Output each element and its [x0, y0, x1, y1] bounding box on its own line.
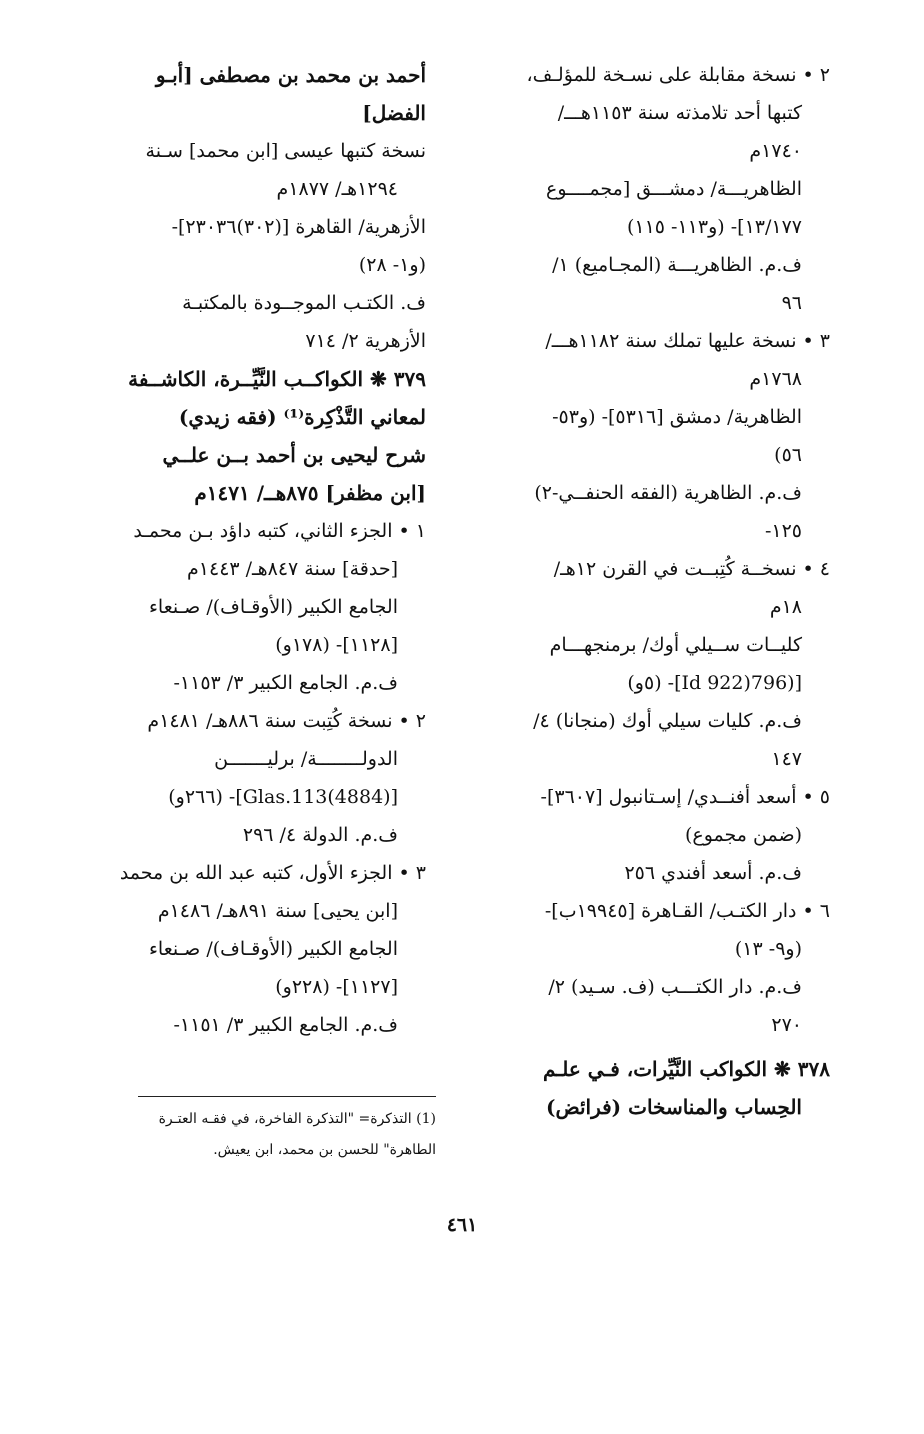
entry-2-line: ٢ • نسخة كُتِبت سنة ٨٨٦هـ/ ١٤٨١م [147, 710, 426, 732]
entry-5-line: ف.م. أسعد أفندي ٢٥٦ [624, 862, 802, 884]
entry-2-line: ١٣/١٧٧]- (و١١٣- ١١٥) [626, 216, 802, 238]
author-heading: الفضل] [362, 101, 426, 125]
copy-line: (و١- ٢٨) [358, 254, 426, 276]
heading-378: الحِساب والمناسخات (فرائض) [546, 1095, 802, 1119]
entry-4-line: ف.م. كليات سيلي أوك (منجانا) ٤/ [533, 710, 802, 732]
copy-line: ف. الكتـب الموجــودة بالمكتبـة [182, 292, 426, 314]
entry-1-line: [١١٢٨]- (١٧٨و) [275, 634, 398, 656]
page-number: ٤٦١ [446, 1214, 478, 1236]
entry-6-line: (و٩- ١٣) [734, 938, 802, 960]
entry-3-line: ف.م. الجامع الكبير ٣/ ١١٥١- [173, 1014, 398, 1036]
left-column [99, 56, 426, 1044]
entry-3-line: ٣ • الجزء الأول، كتبه عبد الله بن محمد [119, 862, 426, 884]
entry-1-line: الجامع الكبير (الأوقـاف)/ صـنعاء [148, 596, 398, 618]
entry-1-line: ١ • الجزء الثاني، كتبه داؤد بـن محمـد [133, 520, 426, 542]
copy-line: الأزهرية/ القاهرة [(٣٠٢)٢٣٠٣٦]- [171, 216, 426, 238]
heading-379: ٣٧٩ ❋ الكواكــب النَّيِّــرة، الكاشــفة [128, 367, 426, 391]
entry-2-line: كتبها أحد تلامذته سنة ١١٥٣هـــ/ [557, 102, 802, 124]
copy-line: نسخة كتبها عيسى [ابن محمد] سـنة [145, 140, 426, 162]
entry-1-line: [حدقة] سنة ٨٤٧هـ/ ١٤٤٣م [187, 558, 398, 580]
author-heading: أحمد بن محمد بن مصطفى [أبـو [155, 63, 426, 87]
copy-line: الأزهرية ٢/ ٧١٤ [305, 330, 426, 352]
right-column [485, 56, 830, 1126]
entry-3-line: الجامع الكبير (الأوقـاف)/ صـنعاء [148, 938, 398, 960]
entry-2-line: الدولــــــــة/ برليـــــــن [214, 748, 398, 770]
entry-2-line: ١٧٤٠م [749, 140, 802, 162]
entry-4-line: [(796(922 Id]- (٥و) [627, 672, 802, 694]
entry-3-line: [ابن يحيى] سنة ٨٩١هـ/ ١٤٨٦م [157, 900, 398, 922]
entry-3-line: ١٢٥- [764, 520, 802, 542]
entry-2-line: ٢ • نسخة مقابلة على نسـخة للمؤلـف، [526, 64, 830, 86]
entry-3-line: الظاهرية/ دمشق [٥٣١٦]- (و٥٣- [552, 406, 802, 428]
entry-2-line: الظاهريـــة/ دمشـــق [مجمــــوع [546, 178, 802, 200]
entry-4-line: كليــات ســيلي أوك/ برمنجهـــام [549, 634, 802, 656]
entry-5-line: ٥ • أسعد أفنــدي/ إسـتانبول [٣٦٠٧]- [540, 786, 830, 808]
entry-3-line: ١٧٦٨م [749, 368, 802, 390]
heading-378: ٣٧٨ ❋ الكواكب النَّيِّرات، فـي علـم [543, 1057, 830, 1081]
entry-3-line: ٥٦) [774, 444, 802, 466]
entry-6-line: ف.م. دار الكتـــب (ف. سـيد) ٢/ [548, 976, 802, 998]
entry-4-line: ١٤٧ [771, 748, 802, 770]
entry-2-line: ف.م. الدولة ٤/ ٢٩٦ [242, 824, 398, 846]
entry-2-line: ف.م. الظاهريـــة (المجـاميع) ١/ [552, 254, 802, 276]
footnote-line: الطاهرة" للحسن بن محمد، ابن يعيش. [213, 1142, 436, 1158]
entry-2-line: ٩٦ [781, 292, 802, 314]
entry-3-line: ف.م. الظاهرية (الفقه الحنفــي-٢) [534, 482, 802, 504]
heading-379: شرح ليحيى بن أحمد بــن علــي [162, 443, 426, 467]
heading-379: لمعاني التَّذْكِرة⁽¹⁾ (فقه زيدي) [178, 405, 426, 429]
copy-line: ١٢٩٤هـ/ ١٨٧٧م [276, 178, 398, 200]
entry-3-line: ٣ • نسخة عليها تملك سنة ١١٨٢هـــ/ [545, 330, 830, 352]
entry-5-line: (ضمن مجموع) [684, 824, 802, 846]
entry-2-line: [Glas.113(4884)]- (٢٦٦و) [168, 786, 398, 808]
entry-4-line: ١٨م [769, 596, 802, 618]
entry-4-line: ٤ • نسخــة كُتِبــت في القرن ١٢هـ/ [553, 558, 830, 580]
entry-3-line: [١١٢٧]- (٢٢٨و) [275, 976, 398, 998]
entry-6-line: ٦ • دار الكتـب/ القـاهرة [١٩٩٤٥ب]- [544, 900, 830, 922]
entry-6-line: ٢٧٠ [771, 1014, 802, 1036]
footnote-divider [138, 1096, 436, 1097]
entry-1-line: ف.م. الجامع الكبير ٣/ ١١٥٣- [173, 672, 398, 694]
footnote-line: (1) التذكرة= "التذكرة الفاخرة، في فقـه العتـرة [158, 1111, 436, 1127]
heading-379: [ابن مظفر] ٨٧٥هــ/ ١٤٧١م [194, 481, 426, 505]
footnote [98, 1104, 436, 1166]
